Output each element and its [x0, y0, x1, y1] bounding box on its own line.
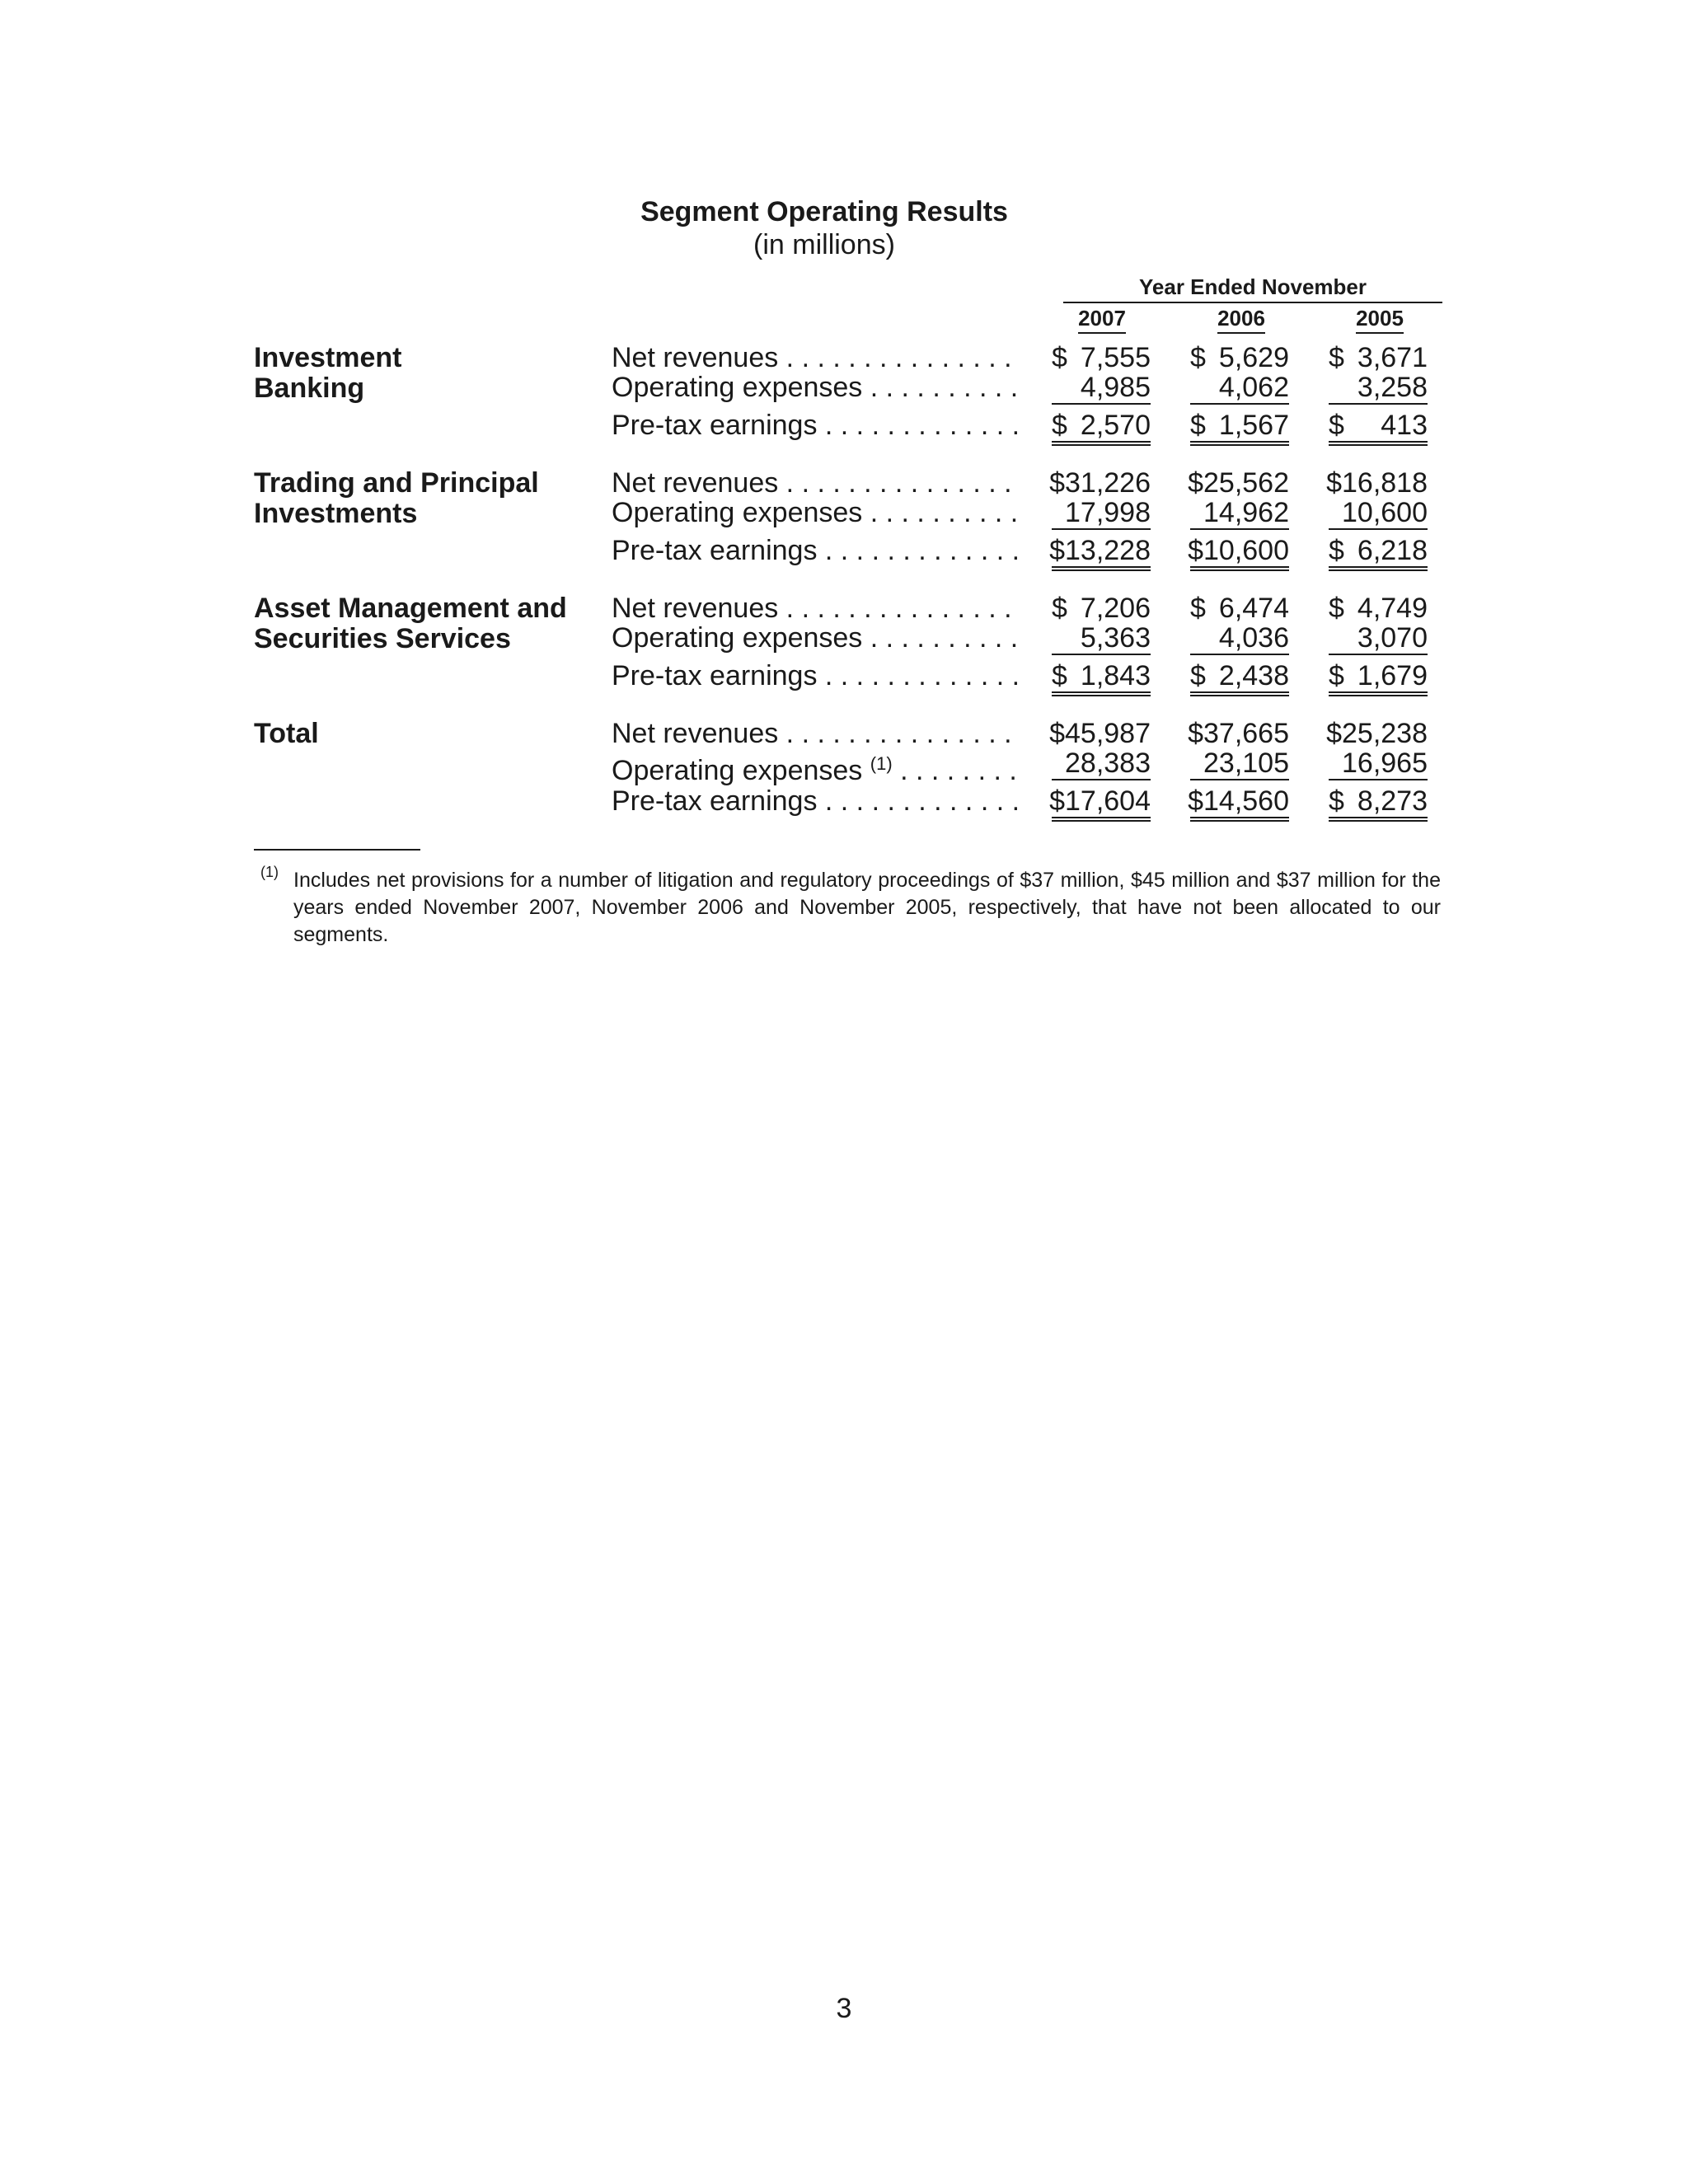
value-cell	[1329, 623, 1428, 655]
value-cell	[1190, 786, 1289, 822]
row-label-text: Operating expenses . . . . . . . . . .	[612, 497, 1019, 528]
value-number: $45,987	[1049, 718, 1151, 749]
value-cell	[1052, 593, 1151, 624]
value-number: 1,679	[1357, 660, 1428, 691]
segment-label-line: Investments	[254, 498, 418, 529]
value-cell	[1190, 498, 1289, 530]
value-cell	[1052, 661, 1151, 696]
row-label	[612, 748, 1024, 786]
value-number: 6,474	[1218, 593, 1289, 624]
currency-symbol: $	[1329, 410, 1344, 441]
value-number: 3,671	[1357, 342, 1428, 373]
value-number: $14,560	[1188, 785, 1289, 817]
value-cell	[1052, 498, 1151, 530]
value-number: $17,604	[1049, 785, 1151, 817]
row-label-text: Net revenues . . . . . . . . . . . . . . .	[612, 342, 1012, 373]
column-year-2005: 2005	[1330, 306, 1429, 331]
currency-symbol: $	[1190, 410, 1206, 441]
value-cell	[1049, 467, 1151, 499]
currency-symbol: $	[1329, 593, 1344, 624]
currency-symbol: $	[1190, 660, 1206, 691]
value-cell	[1190, 373, 1289, 405]
value-cell	[1190, 719, 1289, 749]
value-cell	[1052, 373, 1151, 405]
value-number: 28,383	[1065, 748, 1151, 779]
row-label	[612, 719, 1024, 749]
value-cell	[1049, 718, 1151, 749]
value-cell	[1052, 343, 1151, 373]
currency-symbol: $	[1052, 410, 1067, 441]
value-cell	[1329, 786, 1428, 822]
value-cell	[1049, 785, 1151, 822]
value-number: 2,438	[1218, 660, 1289, 691]
currency-symbol: $	[1329, 535, 1344, 566]
row-label-text: Pre-tax earnings . . . . . . . . . . . . .	[612, 410, 1020, 441]
value-number: 2,570	[1080, 410, 1151, 441]
value-cell	[1052, 623, 1151, 655]
value-cell	[1326, 718, 1428, 749]
value-cell	[1329, 410, 1428, 446]
segment-label-line: Banking	[254, 373, 365, 404]
value-cell	[1329, 373, 1428, 405]
row-label	[612, 786, 1024, 817]
row-label	[612, 468, 1024, 499]
page-number: 3	[836, 1993, 852, 2024]
row-label	[612, 343, 1024, 373]
value-cell	[1329, 498, 1428, 530]
segment-label-line: Trading and Principal	[254, 467, 539, 499]
value-number: 7,206	[1080, 593, 1151, 624]
segment-label-total	[254, 719, 600, 749]
value-cell	[1052, 410, 1151, 446]
segment-label-line: Asset Management and	[254, 593, 567, 624]
value-cell	[1329, 343, 1428, 373]
value-number: $25,562	[1188, 467, 1289, 499]
value-number: 4,985	[1080, 372, 1151, 403]
row-label	[612, 661, 1024, 691]
value-number: $37,665	[1188, 718, 1289, 749]
footnote-text: Includes net provisions for a number of litigation and regulatory proceedings of $37 million, $45 million and $37 million for the years ended November 2007, November 2006 and November 2005, respectively, that have not been allocated to our segments.	[293, 869, 1441, 946]
value-cell	[1190, 593, 1289, 624]
value-number: 413	[1381, 410, 1428, 441]
table-subtitle: (in millions)	[753, 229, 895, 260]
value-number: 1,843	[1080, 660, 1151, 691]
row-label	[612, 498, 1024, 528]
row-label-text: Net revenues . . . . . . . . . . . . . . .	[612, 718, 1012, 749]
segment-label-line: Securities Services	[254, 623, 511, 654]
value-number: 10,600	[1342, 497, 1428, 528]
value-number: 8,273	[1357, 785, 1428, 817]
currency-symbol: $	[1329, 660, 1344, 691]
value-cell	[1049, 535, 1151, 571]
value-cell	[1329, 593, 1428, 624]
table-title: Segment Operating Results	[640, 196, 1008, 227]
currency-symbol: $	[1052, 593, 1067, 624]
row-label-leader: . . . . . . . .	[892, 755, 1017, 786]
currency-symbol: $	[1329, 785, 1344, 817]
value-cell	[1052, 748, 1151, 780]
value-number: 14,962	[1203, 497, 1289, 528]
value-number: 16,965	[1342, 748, 1428, 779]
value-number: $31,226	[1049, 467, 1151, 499]
footnote-marker: (1)	[260, 864, 279, 880]
row-label	[612, 623, 1024, 654]
value-number: 17,998	[1065, 497, 1151, 528]
currency-symbol: $	[1190, 593, 1206, 624]
segment-label-asset-management-securities-services	[254, 593, 600, 654]
currency-symbol: $	[1329, 342, 1344, 373]
segment-label-investment-banking	[254, 343, 600, 404]
footnote-reference: (1)	[870, 753, 893, 774]
value-number: $10,600	[1188, 535, 1289, 566]
value-number: $16,818	[1326, 467, 1428, 499]
segment-label-line: Investment	[254, 342, 402, 373]
value-number: 23,105	[1203, 748, 1289, 779]
footnote-divider	[254, 849, 420, 851]
value-cell	[1190, 661, 1289, 696]
value-number: $13,228	[1049, 535, 1151, 566]
value-cell	[1190, 468, 1289, 499]
row-label-text: Pre-tax earnings . . . . . . . . . . . . .	[612, 785, 1020, 817]
value-cell	[1326, 467, 1428, 499]
value-number: 5,629	[1218, 342, 1289, 373]
value-cell	[1329, 661, 1428, 696]
row-label-text: Operating expenses . . . . . . . . . .	[612, 372, 1019, 403]
row-label	[612, 593, 1024, 624]
row-label-text: Pre-tax earnings . . . . . . . . . . . . .	[612, 660, 1020, 691]
value-cell	[1190, 410, 1289, 446]
value-number: 4,749	[1357, 593, 1428, 624]
segment-label-trading-principal-investments	[254, 468, 600, 529]
value-number: 4,036	[1218, 622, 1289, 654]
row-label	[612, 536, 1024, 566]
value-cell	[1190, 343, 1289, 373]
currency-symbol: $	[1052, 660, 1067, 691]
value-number: 3,258	[1357, 372, 1428, 403]
row-label-text: Operating expenses	[612, 755, 863, 786]
value-number: 6,218	[1357, 535, 1428, 566]
column-year-2007: 2007	[1053, 306, 1151, 331]
row-label	[612, 410, 1024, 441]
segment-label-line: Total	[254, 718, 319, 749]
value-number: $25,238	[1326, 718, 1428, 749]
row-label-text: Net revenues . . . . . . . . . . . . . . .	[612, 467, 1012, 499]
value-number: 1,567	[1218, 410, 1289, 441]
row-label-text: Operating expenses . . . . . . . . . .	[612, 622, 1019, 654]
value-number: 4,062	[1218, 372, 1289, 403]
value-cell	[1190, 748, 1289, 780]
column-year-2006: 2006	[1192, 306, 1291, 331]
currency-symbol: $	[1190, 342, 1206, 373]
row-label	[612, 373, 1024, 403]
row-label-text: Pre-tax earnings . . . . . . . . . . . . .	[612, 535, 1020, 566]
value-number: 3,070	[1357, 622, 1428, 654]
value-cell	[1190, 623, 1289, 655]
currency-symbol: $	[1052, 342, 1067, 373]
value-cell	[1329, 536, 1428, 571]
year-header: Year Ended November	[1063, 274, 1442, 303]
value-number: 5,363	[1080, 622, 1151, 654]
value-cell	[1329, 748, 1428, 780]
row-label-text: Net revenues . . . . . . . . . . . . . . .	[612, 593, 1012, 624]
value-cell	[1190, 536, 1289, 571]
value-number: 7,555	[1080, 342, 1151, 373]
